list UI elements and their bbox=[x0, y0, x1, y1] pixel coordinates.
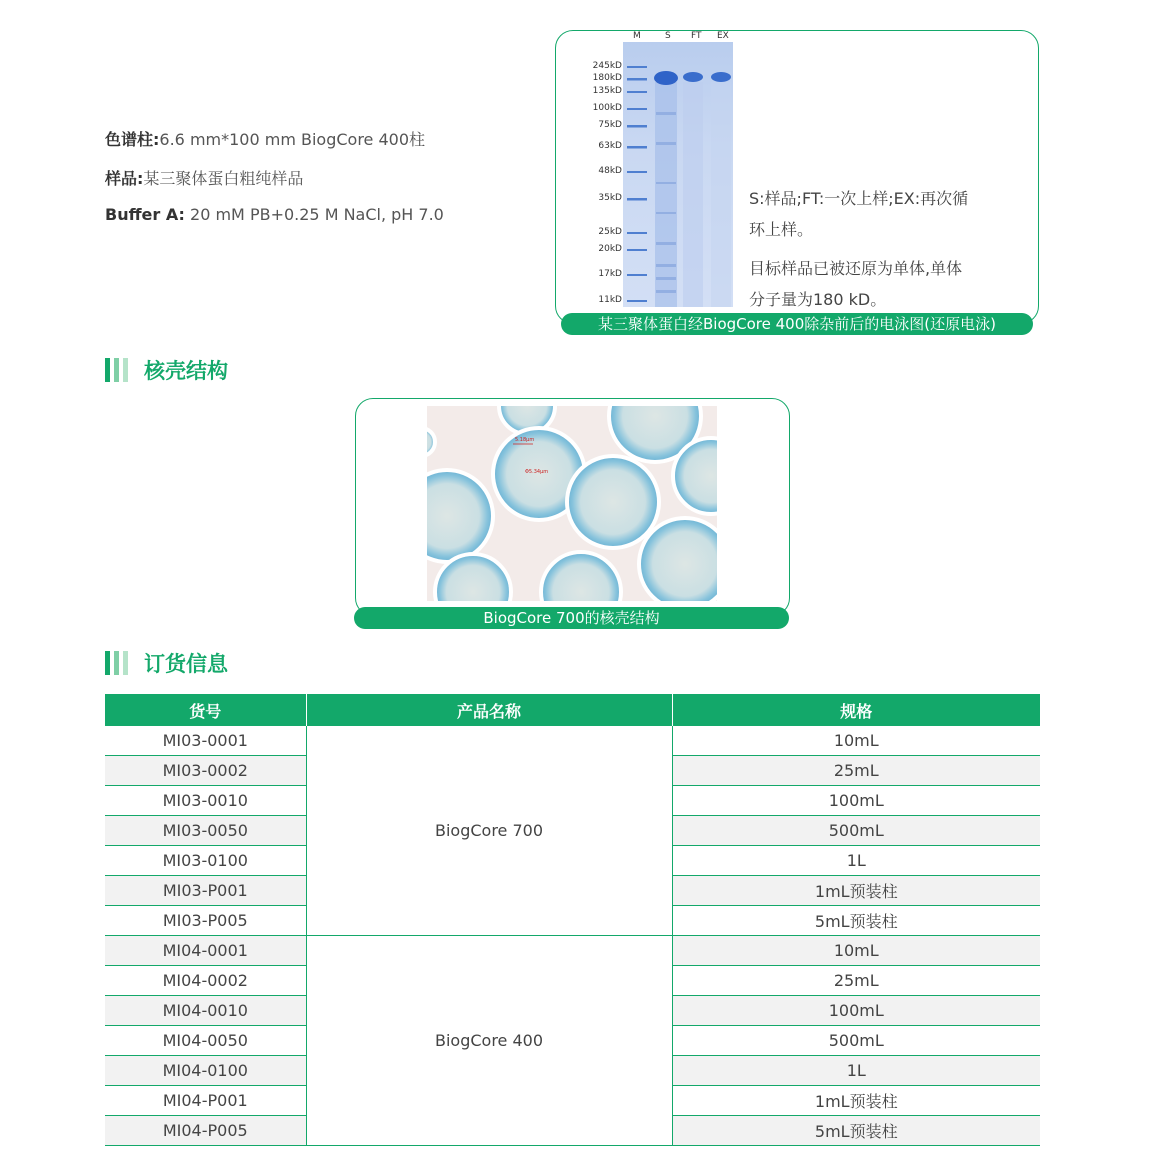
cell-code: MI04-P001 bbox=[105, 1086, 306, 1116]
header-spec: 规格 bbox=[672, 694, 1040, 726]
cell-spec: 10mL bbox=[672, 936, 1040, 966]
micro-graphic bbox=[427, 406, 717, 601]
cell-spec: 1mL预装柱 bbox=[672, 1086, 1040, 1116]
cell-spec: 1mL预装柱 bbox=[672, 876, 1040, 906]
section-heading-order bbox=[105, 650, 228, 676]
marker-label: 100kD bbox=[592, 103, 622, 113]
heading-bars-icon bbox=[105, 358, 128, 382]
cell-code: MI03-0001 bbox=[105, 726, 306, 756]
marker-label: 48kD bbox=[598, 166, 622, 176]
micro-image bbox=[427, 406, 717, 601]
lane-label-ex: EX bbox=[717, 31, 729, 41]
cell-code: MI04-0100 bbox=[105, 1056, 306, 1086]
cell-spec: 100mL bbox=[672, 786, 1040, 816]
cell-code: MI03-0010 bbox=[105, 786, 306, 816]
cell-spec: 5mL预装柱 bbox=[672, 1116, 1040, 1146]
cell-code: MI03-P005 bbox=[105, 906, 306, 936]
param-sample-label: 样品: bbox=[105, 169, 144, 188]
micro-annotation-1: 5.18μm bbox=[515, 437, 535, 443]
cell-spec: 25mL bbox=[672, 966, 1040, 996]
header-code: 货号 bbox=[105, 694, 306, 726]
cell-code: MI04-0010 bbox=[105, 996, 306, 1026]
param-buffer bbox=[105, 205, 444, 224]
gel-note-line: 分子量为180 kD。 bbox=[749, 290, 887, 309]
cell-code: MI03-P001 bbox=[105, 876, 306, 906]
cell-product: BiogCore 400 bbox=[306, 936, 672, 1146]
cell-code: MI03-0100 bbox=[105, 846, 306, 876]
cell-spec: 100mL bbox=[672, 996, 1040, 1026]
cell-spec: 1L bbox=[672, 1056, 1040, 1086]
gel-image bbox=[623, 42, 733, 307]
micro-caption: BiogCore 700的核壳结构 bbox=[354, 607, 789, 629]
cell-spec: 10mL bbox=[672, 726, 1040, 756]
gel-note-line: S:样品;FT:一次上样;EX:再次循 bbox=[749, 189, 969, 208]
gel-caption: 某三聚体蛋白经BiogCore 400除杂前后的电泳图(还原电泳) bbox=[561, 313, 1033, 335]
cell-code: MI03-0002 bbox=[105, 756, 306, 786]
marker-label: 11kD bbox=[598, 295, 622, 305]
table-row bbox=[105, 726, 1040, 756]
section-heading-core bbox=[105, 357, 228, 383]
marker-label: 245kD bbox=[592, 61, 622, 71]
param-column-label: 色谱柱: bbox=[105, 130, 160, 149]
lane-label-s: S bbox=[665, 31, 671, 41]
cell-spec: 25mL bbox=[672, 756, 1040, 786]
header-product: 产品名称 bbox=[306, 694, 672, 726]
cell-spec: 1L bbox=[672, 846, 1040, 876]
cell-product: BiogCore 700 bbox=[306, 726, 672, 936]
gel-note bbox=[749, 183, 1019, 315]
gel-graphic bbox=[623, 42, 733, 307]
cell-spec: 5mL预装柱 bbox=[672, 906, 1040, 936]
heading-bars-icon bbox=[105, 651, 128, 675]
cell-code: MI04-0002 bbox=[105, 966, 306, 996]
marker-label: 75kD bbox=[598, 120, 622, 130]
cell-spec: 500mL bbox=[672, 1026, 1040, 1056]
param-buffer-label: Buffer A: bbox=[105, 205, 185, 224]
marker-label: 35kD bbox=[598, 193, 622, 203]
param-sample bbox=[105, 166, 303, 189]
gel-note-line: 目标样品已被还原为单体,单体 bbox=[749, 259, 963, 278]
table-header-row bbox=[105, 694, 1040, 726]
cell-code: MI04-P005 bbox=[105, 1116, 306, 1146]
lane-label-ft: FT bbox=[691, 31, 702, 41]
param-column bbox=[105, 127, 425, 150]
marker-label: 25kD bbox=[598, 227, 622, 237]
lane-label-m: M bbox=[633, 31, 641, 41]
cell-code: MI04-0050 bbox=[105, 1026, 306, 1056]
cell-spec: 500mL bbox=[672, 816, 1040, 846]
param-buffer-value: 20 mM PB+0.25 M NaCl, pH 7.0 bbox=[184, 205, 444, 224]
micro-annotation-2: Φ5.34μm bbox=[525, 469, 549, 475]
order-table bbox=[105, 694, 1040, 1146]
marker-label: 135kD bbox=[592, 86, 622, 96]
table-row bbox=[105, 936, 1040, 966]
marker-label: 180kD bbox=[592, 73, 622, 83]
gel-note-line: 环上样。 bbox=[749, 220, 814, 239]
cell-code: MI04-0001 bbox=[105, 936, 306, 966]
marker-label: 63kD bbox=[598, 141, 622, 151]
section-title: 核壳结构 bbox=[144, 359, 228, 383]
param-column-value: 6.6 mm*100 mm BiogCore 400柱 bbox=[159, 130, 426, 149]
param-sample-value: 某三聚体蛋白粗纯样品 bbox=[143, 169, 304, 188]
marker-label: 20kD bbox=[598, 244, 622, 254]
marker-label: 17kD bbox=[598, 269, 622, 279]
section-title: 订货信息 bbox=[144, 652, 228, 676]
cell-code: MI03-0050 bbox=[105, 816, 306, 846]
